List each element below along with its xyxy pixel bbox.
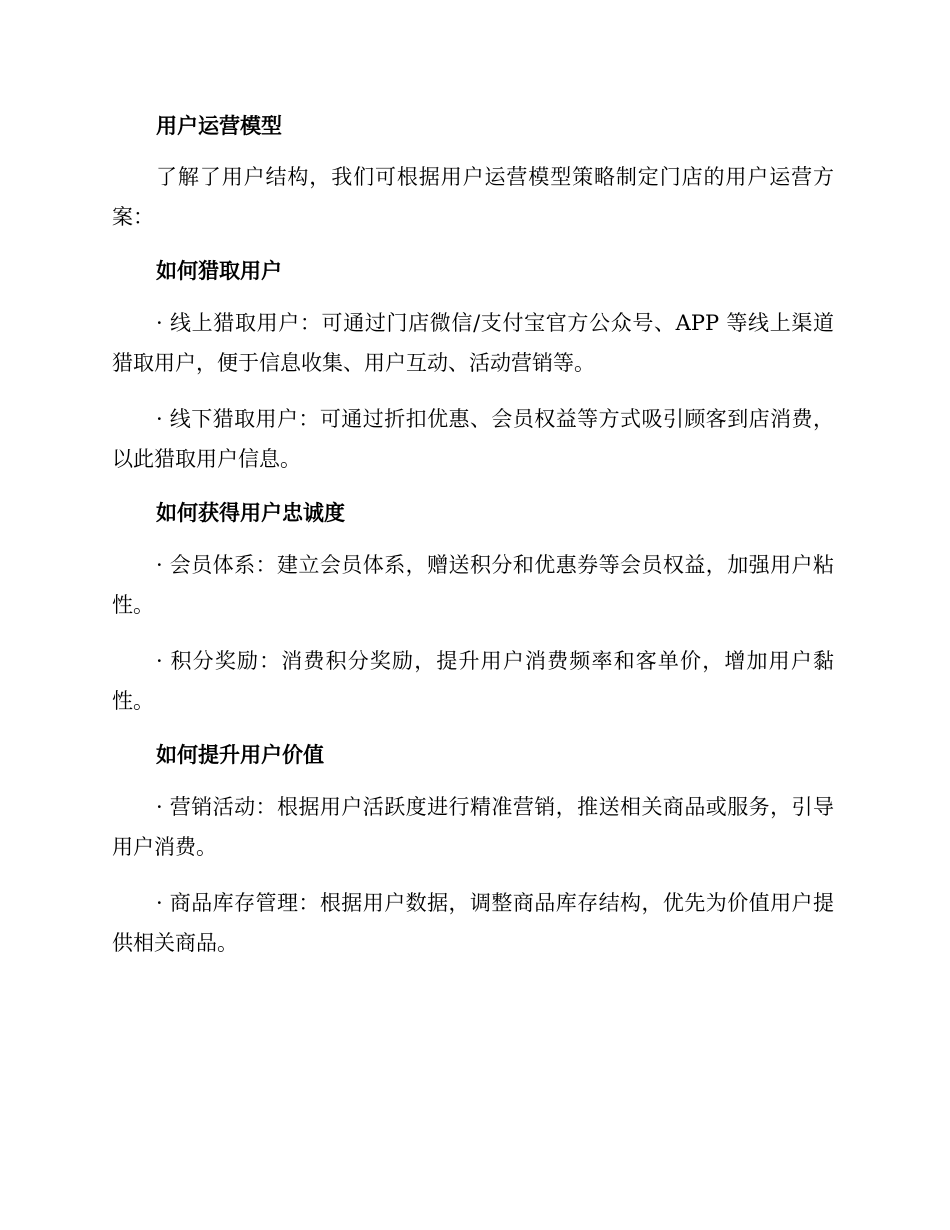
- bullet-membership-system: · 会员体系：建立会员体系，赠送积分和优惠券等会员权益，加强用户粘性。: [112, 553, 834, 617]
- bullet-offline-acquisition: · 线下猎取用户：可通过折扣优惠、会员权益等方式吸引顾客到店消费，以此猎取用户信息。: [112, 407, 834, 471]
- section-heading-user-value: 如何提升用户价值: [156, 743, 324, 767]
- intro-paragraph: 了解了用户结构，我们可根据用户运营模型策略制定门店的用户运营方案：: [112, 165, 834, 229]
- bullet-points-reward: · 积分奖励：消费积分奖励，提升用户消费频率和客单价，增加用户黏性。: [112, 649, 834, 713]
- section-heading-acquire-users: 如何猎取用户: [156, 259, 282, 283]
- section-heading-user-operation-model: 用户运营模型: [156, 114, 282, 138]
- bullet-online-acquisition: · 线上猎取用户：可通过门店微信/支付宝官方公众号、APP 等线上渠道猎取用户，便于信息收集、用户互动、活动营销等。: [112, 311, 834, 375]
- bullet-marketing-activities: · 营销活动：根据用户活跃度进行精准营销，推送相关商品或服务，引导用户消费。: [112, 795, 834, 859]
- document-page: [112, 108, 834, 963]
- section-heading-user-loyalty: 如何获得用户忠诚度: [156, 501, 345, 525]
- bullet-inventory-management: · 商品库存管理：根据用户数据，调整商品库存结构，优先为价值用户提供相关商品。: [112, 891, 834, 955]
